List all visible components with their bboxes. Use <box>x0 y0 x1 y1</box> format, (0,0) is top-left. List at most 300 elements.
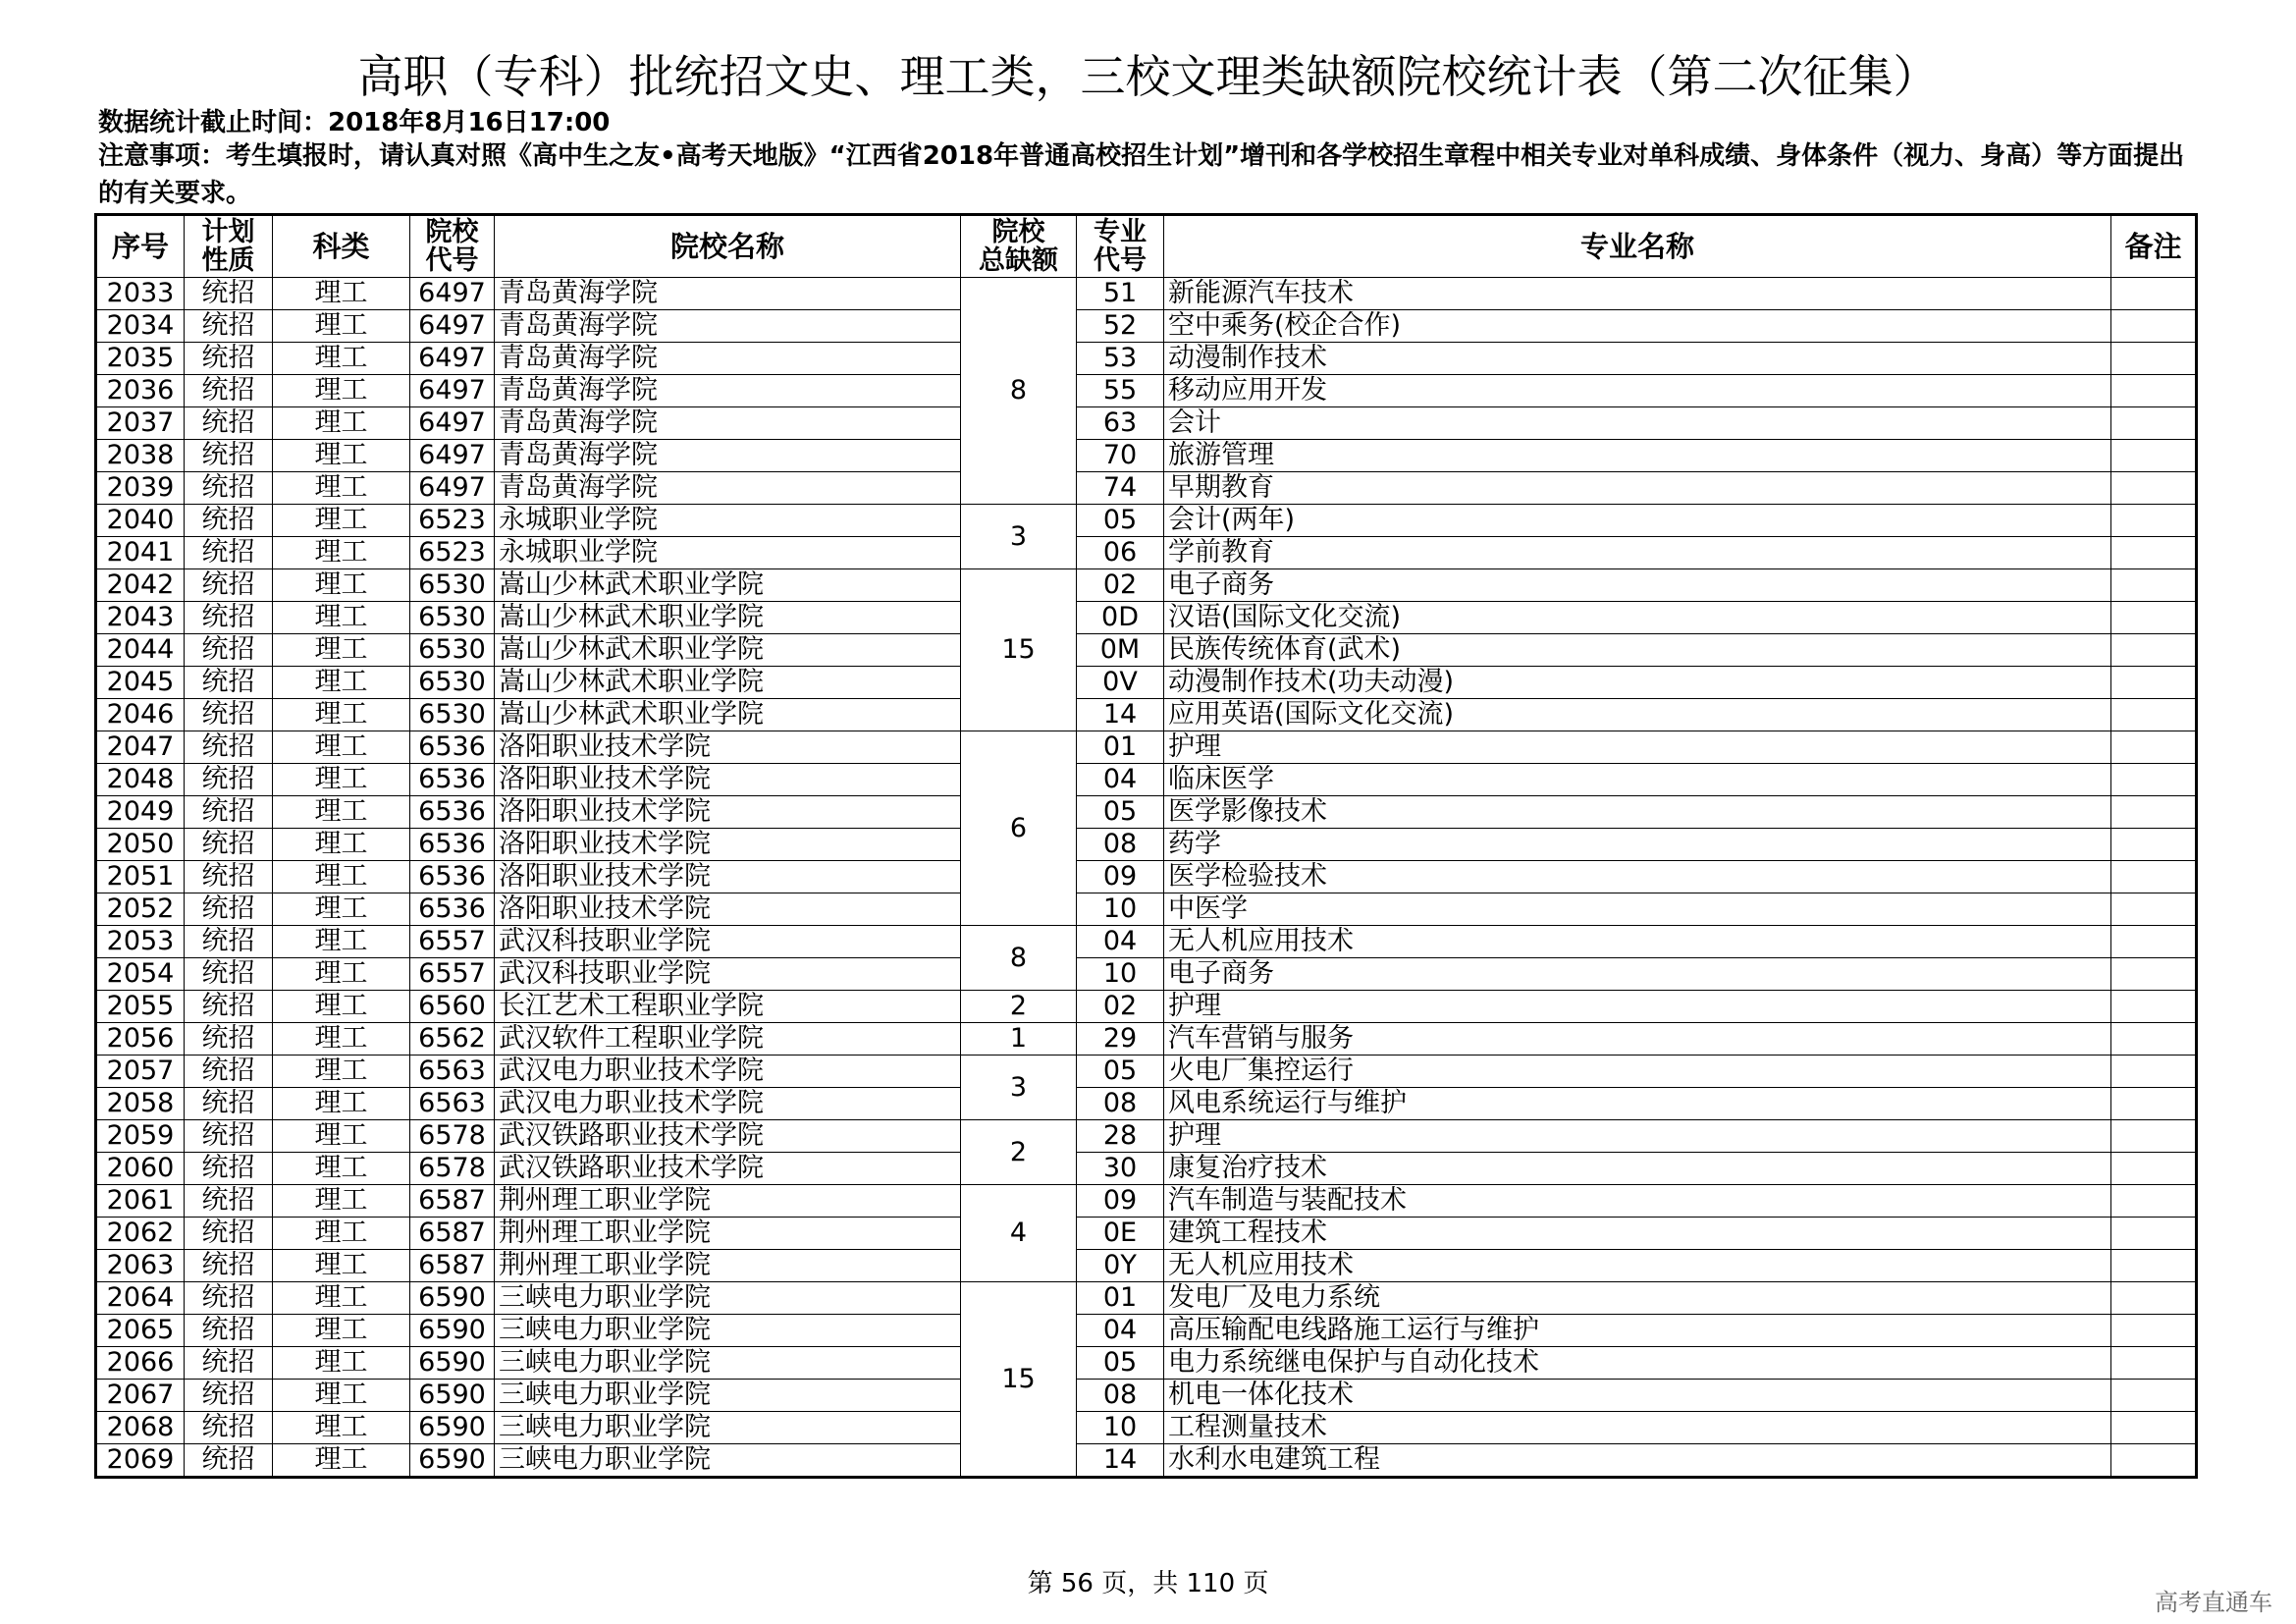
cell-school-code: 6530 <box>410 569 495 602</box>
table-row <box>96 310 2197 343</box>
cell-plan-type: 统招 <box>185 1120 273 1153</box>
table-row <box>96 569 2197 602</box>
cell-remark <box>2111 731 2197 764</box>
cell-school-code: 6560 <box>410 991 495 1023</box>
cell-category: 理工 <box>273 861 410 893</box>
cell-category: 理工 <box>273 796 410 829</box>
cell-school-code: 6557 <box>410 958 495 991</box>
cell-major-name: 新能源汽车技术 <box>1164 278 2111 310</box>
cell-plan-type: 统招 <box>185 407 273 440</box>
table-row <box>96 1444 2197 1478</box>
header-plan-type: 计划 性质 <box>185 215 273 278</box>
cell-seq: 2057 <box>96 1056 185 1088</box>
cell-category: 理工 <box>273 1088 410 1120</box>
cell-major-code: 09 <box>1077 1185 1164 1218</box>
cell-remark <box>2111 1412 2197 1444</box>
cell-major-code: 04 <box>1077 1315 1164 1347</box>
cell-plan-type: 统招 <box>185 278 273 310</box>
cell-plan-type: 统招 <box>185 731 273 764</box>
cell-school-code: 6536 <box>410 764 495 796</box>
cell-school-code: 6497 <box>410 440 495 472</box>
cell-plan-type: 统招 <box>185 958 273 991</box>
cell-seq: 2040 <box>96 505 185 537</box>
cell-plan-type: 统招 <box>185 472 273 505</box>
cell-seq: 2046 <box>96 699 185 731</box>
cell-school-name: 永城职业学院 <box>495 537 961 569</box>
cell-major-name: 电子商务 <box>1164 958 2111 991</box>
cell-remark <box>2111 278 2197 310</box>
cell-major-code: 04 <box>1077 764 1164 796</box>
table-row <box>96 991 2197 1023</box>
cell-major-code: 08 <box>1077 1380 1164 1412</box>
cell-plan-type: 统招 <box>185 1185 273 1218</box>
cell-school-name: 武汉电力职业技术学院 <box>495 1088 961 1120</box>
cell-remark <box>2111 1153 2197 1185</box>
cell-school-code: 6590 <box>410 1315 495 1347</box>
cell-major-name: 应用英语(国际文化交流) <box>1164 699 2111 731</box>
cell-category: 理工 <box>273 1412 410 1444</box>
cell-school-code: 6590 <box>410 1347 495 1380</box>
cell-plan-type: 统招 <box>185 440 273 472</box>
cell-category: 理工 <box>273 505 410 537</box>
cell-remark <box>2111 537 2197 569</box>
cell-plan-type: 统招 <box>185 1444 273 1478</box>
cell-major-name: 护理 <box>1164 731 2111 764</box>
cell-school-name: 青岛黄海学院 <box>495 278 961 310</box>
cell-remark <box>2111 1315 2197 1347</box>
cell-major-code: 53 <box>1077 343 1164 375</box>
cell-category: 理工 <box>273 1282 410 1315</box>
cell-school-name: 三峡电力职业学院 <box>495 1282 961 1315</box>
cell-school-name: 三峡电力职业学院 <box>495 1315 961 1347</box>
cell-major-name: 发电厂及电力系统 <box>1164 1282 2111 1315</box>
cell-school-name: 青岛黄海学院 <box>495 310 961 343</box>
cell-plan-type: 统招 <box>185 926 273 958</box>
cell-major-name: 水利水电建筑工程 <box>1164 1444 2111 1478</box>
table-row <box>96 926 2197 958</box>
cell-category: 理工 <box>273 472 410 505</box>
cell-remark <box>2111 1347 2197 1380</box>
cell-school-name: 武汉软件工程职业学院 <box>495 1023 961 1056</box>
cell-remark <box>2111 1250 2197 1282</box>
cell-category: 理工 <box>273 310 410 343</box>
table-row <box>96 1056 2197 1088</box>
cell-major-name: 会计 <box>1164 407 2111 440</box>
header-remark: 备注 <box>2111 215 2197 278</box>
cell-school-code: 6587 <box>410 1185 495 1218</box>
cell-plan-type: 统招 <box>185 1315 273 1347</box>
cell-major-name: 高压输配电线路施工运行与维护 <box>1164 1315 2111 1347</box>
cell-seq: 2047 <box>96 731 185 764</box>
cell-school-code: 6497 <box>410 375 495 407</box>
cell-major-name: 医学检验技术 <box>1164 861 2111 893</box>
cell-major-code: 01 <box>1077 731 1164 764</box>
cell-school-code: 6590 <box>410 1412 495 1444</box>
cell-category: 理工 <box>273 1218 410 1250</box>
cell-remark <box>2111 569 2197 602</box>
cell-school-code: 6563 <box>410 1056 495 1088</box>
cell-plan-type: 统招 <box>185 861 273 893</box>
cell-major-code: 09 <box>1077 861 1164 893</box>
cell-seq: 2061 <box>96 1185 185 1218</box>
cell-gap-total: 3 <box>961 505 1077 569</box>
page-footer: 第 56 页，共 110 页 <box>1027 1569 1269 1598</box>
cell-school-name: 三峡电力职业学院 <box>495 1347 961 1380</box>
cell-category: 理工 <box>273 991 410 1023</box>
cell-seq: 2039 <box>96 472 185 505</box>
cell-remark <box>2111 1088 2197 1120</box>
cell-remark <box>2111 893 2197 926</box>
cell-school-code: 6578 <box>410 1120 495 1153</box>
cell-seq: 2044 <box>96 634 185 667</box>
cell-major-code: 05 <box>1077 1056 1164 1088</box>
cell-school-name: 三峡电力职业学院 <box>495 1412 961 1444</box>
cell-major-name: 临床医学 <box>1164 764 2111 796</box>
table-row <box>96 764 2197 796</box>
cell-school-code: 6562 <box>410 1023 495 1056</box>
cell-category: 理工 <box>273 1185 410 1218</box>
cell-seq: 2066 <box>96 1347 185 1380</box>
cell-major-name: 火电厂集控运行 <box>1164 1056 2111 1088</box>
notice-text: 注意事项：考生填报时，请认真对照《高中生之友•高考天地版》“江西省2018年普通高校招生计划”增刊和各学校招生章程中相关专业对单科成绩、身体条件（视力、身高）等方面提出的有关要求。 <box>98 141 2185 208</box>
cell-seq: 2033 <box>96 278 185 310</box>
cell-major-code: 06 <box>1077 537 1164 569</box>
cell-plan-type: 统招 <box>185 375 273 407</box>
cell-category: 理工 <box>273 440 410 472</box>
cell-major-name: 汽车制造与装配技术 <box>1164 1185 2111 1218</box>
table-row <box>96 1412 2197 1444</box>
cell-major-name: 汽车营销与服务 <box>1164 1023 2111 1056</box>
cell-plan-type: 统招 <box>185 1218 273 1250</box>
cell-seq: 2043 <box>96 602 185 634</box>
table-row <box>96 537 2197 569</box>
cell-school-code: 6497 <box>410 472 495 505</box>
cell-remark <box>2111 440 2197 472</box>
page-title: 高职（专科）批统招文史、理工类，三校文理类缺额院校统计表（第二次征集） <box>357 50 1939 103</box>
cell-school-name: 嵩山少林武术职业学院 <box>495 569 961 602</box>
cell-school-code: 6563 <box>410 1088 495 1120</box>
cell-remark <box>2111 926 2197 958</box>
table-row <box>96 667 2197 699</box>
cell-remark <box>2111 1218 2197 1250</box>
cell-major-name: 民族传统体育(武术) <box>1164 634 2111 667</box>
cell-category: 理工 <box>273 1153 410 1185</box>
table-row <box>96 1250 2197 1282</box>
table-row <box>96 796 2197 829</box>
cell-major-code: 0V <box>1077 667 1164 699</box>
cell-school-code: 6590 <box>410 1380 495 1412</box>
cell-major-name: 医学影像技术 <box>1164 796 2111 829</box>
cell-remark <box>2111 796 2197 829</box>
cell-remark <box>2111 1282 2197 1315</box>
cell-major-name: 护理 <box>1164 1120 2111 1153</box>
cell-school-name: 青岛黄海学院 <box>495 375 961 407</box>
cell-remark <box>2111 375 2197 407</box>
cell-remark <box>2111 472 2197 505</box>
cell-seq: 2048 <box>96 764 185 796</box>
header-school-name: 院校名称 <box>495 215 961 278</box>
cell-plan-type: 统招 <box>185 796 273 829</box>
cell-seq: 2049 <box>96 796 185 829</box>
table-row <box>96 343 2197 375</box>
cell-school-name: 永城职业学院 <box>495 505 961 537</box>
cell-plan-type: 统招 <box>185 893 273 926</box>
cell-gap-total: 8 <box>961 278 1077 505</box>
table-row <box>96 1347 2197 1380</box>
cell-gap-total: 2 <box>961 991 1077 1023</box>
cell-school-code: 6587 <box>410 1218 495 1250</box>
header-row <box>96 215 2197 278</box>
table-row <box>96 829 2197 861</box>
cell-seq: 2035 <box>96 343 185 375</box>
cell-major-name: 护理 <box>1164 991 2111 1023</box>
cell-remark <box>2111 602 2197 634</box>
cell-plan-type: 统招 <box>185 1023 273 1056</box>
cell-remark <box>2111 1023 2197 1056</box>
cell-seq: 2050 <box>96 829 185 861</box>
table-row <box>96 1023 2197 1056</box>
cell-major-name: 机电一体化技术 <box>1164 1380 2111 1412</box>
cell-school-name: 三峡电力职业学院 <box>495 1380 961 1412</box>
cell-seq: 2042 <box>96 569 185 602</box>
cell-school-code: 6497 <box>410 343 495 375</box>
cell-category: 理工 <box>273 1444 410 1478</box>
cell-major-name: 动漫制作技术 <box>1164 343 2111 375</box>
cell-major-name: 康复治疗技术 <box>1164 1153 2111 1185</box>
cell-plan-type: 统招 <box>185 310 273 343</box>
cell-school-code: 6536 <box>410 829 495 861</box>
cell-major-code: 63 <box>1077 407 1164 440</box>
cell-seq: 2052 <box>96 893 185 926</box>
cell-plan-type: 统招 <box>185 699 273 731</box>
cell-gap-total: 15 <box>961 1282 1077 1478</box>
cell-major-name: 无人机应用技术 <box>1164 1250 2111 1282</box>
cell-school-code: 6587 <box>410 1250 495 1282</box>
cell-remark <box>2111 634 2197 667</box>
cell-school-code: 6497 <box>410 407 495 440</box>
cell-major-name: 中医学 <box>1164 893 2111 926</box>
cell-seq: 2062 <box>96 1218 185 1250</box>
cell-gap-total: 6 <box>961 731 1077 926</box>
vacancy-table <box>94 213 2198 1479</box>
cell-major-code: 01 <box>1077 1282 1164 1315</box>
cell-plan-type: 统招 <box>185 537 273 569</box>
cell-school-name: 荆州理工职业学院 <box>495 1185 961 1218</box>
cell-school-name: 荆州理工职业学院 <box>495 1250 961 1282</box>
cell-plan-type: 统招 <box>185 1056 273 1088</box>
cell-major-code: 51 <box>1077 278 1164 310</box>
cell-major-code: 55 <box>1077 375 1164 407</box>
cell-major-name: 工程测量技术 <box>1164 1412 2111 1444</box>
cell-remark <box>2111 310 2197 343</box>
cell-major-code: 70 <box>1077 440 1164 472</box>
cell-plan-type: 统招 <box>185 1412 273 1444</box>
cell-category: 理工 <box>273 343 410 375</box>
cell-category: 理工 <box>273 634 410 667</box>
cell-remark <box>2111 829 2197 861</box>
cell-gap-total: 8 <box>961 926 1077 991</box>
cell-major-name: 汉语(国际文化交流) <box>1164 602 2111 634</box>
cell-major-code: 10 <box>1077 893 1164 926</box>
cell-seq: 2038 <box>96 440 185 472</box>
cell-category: 理工 <box>273 958 410 991</box>
cell-seq: 2065 <box>96 1315 185 1347</box>
cell-seq: 2060 <box>96 1153 185 1185</box>
cell-major-code: 74 <box>1077 472 1164 505</box>
cell-remark <box>2111 1120 2197 1153</box>
cell-plan-type: 统招 <box>185 505 273 537</box>
cell-category: 理工 <box>273 602 410 634</box>
cell-category: 理工 <box>273 375 410 407</box>
cell-plan-type: 统招 <box>185 764 273 796</box>
cell-seq: 2058 <box>96 1088 185 1120</box>
header-gap-total: 院校 总缺额 <box>961 215 1077 278</box>
table-row <box>96 893 2197 926</box>
cell-seq: 2064 <box>96 1282 185 1315</box>
cell-category: 理工 <box>273 731 410 764</box>
cell-remark <box>2111 407 2197 440</box>
table-row <box>96 1153 2197 1185</box>
cell-category: 理工 <box>273 1347 410 1380</box>
header-school-code: 院校 代号 <box>410 215 495 278</box>
cell-major-code: 04 <box>1077 926 1164 958</box>
cell-school-name: 洛阳职业技术学院 <box>495 861 961 893</box>
cell-major-code: 0E <box>1077 1218 1164 1250</box>
table-row <box>96 1185 2197 1218</box>
cell-school-code: 6530 <box>410 699 495 731</box>
cell-major-name: 移动应用开发 <box>1164 375 2111 407</box>
cell-major-name: 早期教育 <box>1164 472 2111 505</box>
cell-category: 理工 <box>273 569 410 602</box>
cell-remark <box>2111 764 2197 796</box>
cell-major-name: 学前教育 <box>1164 537 2111 569</box>
cell-school-code: 6590 <box>410 1282 495 1315</box>
cell-plan-type: 统招 <box>185 1088 273 1120</box>
cell-major-code: 14 <box>1077 1444 1164 1478</box>
cell-school-code: 6536 <box>410 861 495 893</box>
table-row <box>96 1315 2197 1347</box>
cell-remark <box>2111 1185 2197 1218</box>
cell-major-name: 动漫制作技术(功夫动漫) <box>1164 667 2111 699</box>
cell-major-code: 28 <box>1077 1120 1164 1153</box>
cell-seq: 2069 <box>96 1444 185 1478</box>
cell-major-code: 08 <box>1077 1088 1164 1120</box>
cell-major-code: 05 <box>1077 1347 1164 1380</box>
cell-gap-total: 1 <box>961 1023 1077 1056</box>
cell-plan-type: 统招 <box>185 634 273 667</box>
cell-school-name: 青岛黄海学院 <box>495 343 961 375</box>
deadline-note: 数据统计截止时间：2018年8月16日17:00 <box>98 108 611 137</box>
cell-school-name: 长江艺术工程职业学院 <box>495 991 961 1023</box>
cell-plan-type: 统招 <box>185 991 273 1023</box>
cell-remark <box>2111 699 2197 731</box>
cell-major-name: 电子商务 <box>1164 569 2111 602</box>
cell-major-name: 药学 <box>1164 829 2111 861</box>
cell-school-code: 6536 <box>410 893 495 926</box>
table-row <box>96 731 2197 764</box>
cell-school-code: 6523 <box>410 505 495 537</box>
cell-school-code: 6497 <box>410 310 495 343</box>
cell-category: 理工 <box>273 667 410 699</box>
cell-major-code: 10 <box>1077 958 1164 991</box>
cell-major-name: 无人机应用技术 <box>1164 926 2111 958</box>
cell-seq: 2059 <box>96 1120 185 1153</box>
cell-remark <box>2111 958 2197 991</box>
cell-school-name: 嵩山少林武术职业学院 <box>495 634 961 667</box>
cell-category: 理工 <box>273 893 410 926</box>
cell-category: 理工 <box>273 1120 410 1153</box>
cell-remark <box>2111 1056 2197 1088</box>
cell-seq: 2068 <box>96 1412 185 1444</box>
table-row <box>96 958 2197 991</box>
cell-plan-type: 统招 <box>185 1250 273 1282</box>
cell-seq: 2063 <box>96 1250 185 1282</box>
cell-school-name: 荆州理工职业学院 <box>495 1218 961 1250</box>
table-row <box>96 699 2197 731</box>
cell-school-name: 嵩山少林武术职业学院 <box>495 699 961 731</box>
cell-major-code: 0Y <box>1077 1250 1164 1282</box>
cell-major-code: 29 <box>1077 1023 1164 1056</box>
cell-category: 理工 <box>273 1023 410 1056</box>
header-major-name: 专业名称 <box>1164 215 2111 278</box>
cell-seq: 2037 <box>96 407 185 440</box>
cell-major-code: 02 <box>1077 569 1164 602</box>
header-seq: 序号 <box>96 215 185 278</box>
cell-gap-total: 2 <box>961 1120 1077 1185</box>
cell-gap-total: 3 <box>961 1056 1077 1120</box>
cell-school-code: 6530 <box>410 602 495 634</box>
cell-major-code: 0M <box>1077 634 1164 667</box>
cell-category: 理工 <box>273 829 410 861</box>
cell-school-code: 6557 <box>410 926 495 958</box>
cell-school-name: 洛阳职业技术学院 <box>495 764 961 796</box>
cell-seq: 2055 <box>96 991 185 1023</box>
cell-category: 理工 <box>273 537 410 569</box>
cell-seq: 2051 <box>96 861 185 893</box>
cell-school-name: 武汉科技职业学院 <box>495 926 961 958</box>
table-row <box>96 602 2197 634</box>
table-row <box>96 440 2197 472</box>
header-major-code: 专业 代号 <box>1077 215 1164 278</box>
cell-school-code: 6523 <box>410 537 495 569</box>
cell-school-code: 6578 <box>410 1153 495 1185</box>
cell-school-name: 青岛黄海学院 <box>495 472 961 505</box>
cell-school-name: 洛阳职业技术学院 <box>495 796 961 829</box>
cell-remark <box>2111 343 2197 375</box>
cell-remark <box>2111 505 2197 537</box>
cell-seq: 2067 <box>96 1380 185 1412</box>
cell-school-name: 洛阳职业技术学院 <box>495 731 961 764</box>
cell-plan-type: 统招 <box>185 1282 273 1315</box>
cell-seq: 2036 <box>96 375 185 407</box>
header-category: 科类 <box>273 215 410 278</box>
cell-remark <box>2111 1380 2197 1412</box>
cell-major-name: 建筑工程技术 <box>1164 1218 2111 1250</box>
table-row <box>96 1120 2197 1153</box>
cell-plan-type: 统招 <box>185 1380 273 1412</box>
table-row <box>96 634 2197 667</box>
cell-school-code: 6536 <box>410 796 495 829</box>
cell-school-name: 青岛黄海学院 <box>495 407 961 440</box>
cell-major-code: 08 <box>1077 829 1164 861</box>
cell-plan-type: 统招 <box>185 569 273 602</box>
cell-school-name: 三峡电力职业学院 <box>495 1444 961 1478</box>
table-body <box>96 278 2197 1478</box>
cell-seq: 2056 <box>96 1023 185 1056</box>
cell-plan-type: 统招 <box>185 829 273 861</box>
cell-category: 理工 <box>273 1380 410 1412</box>
cell-plan-type: 统招 <box>185 602 273 634</box>
